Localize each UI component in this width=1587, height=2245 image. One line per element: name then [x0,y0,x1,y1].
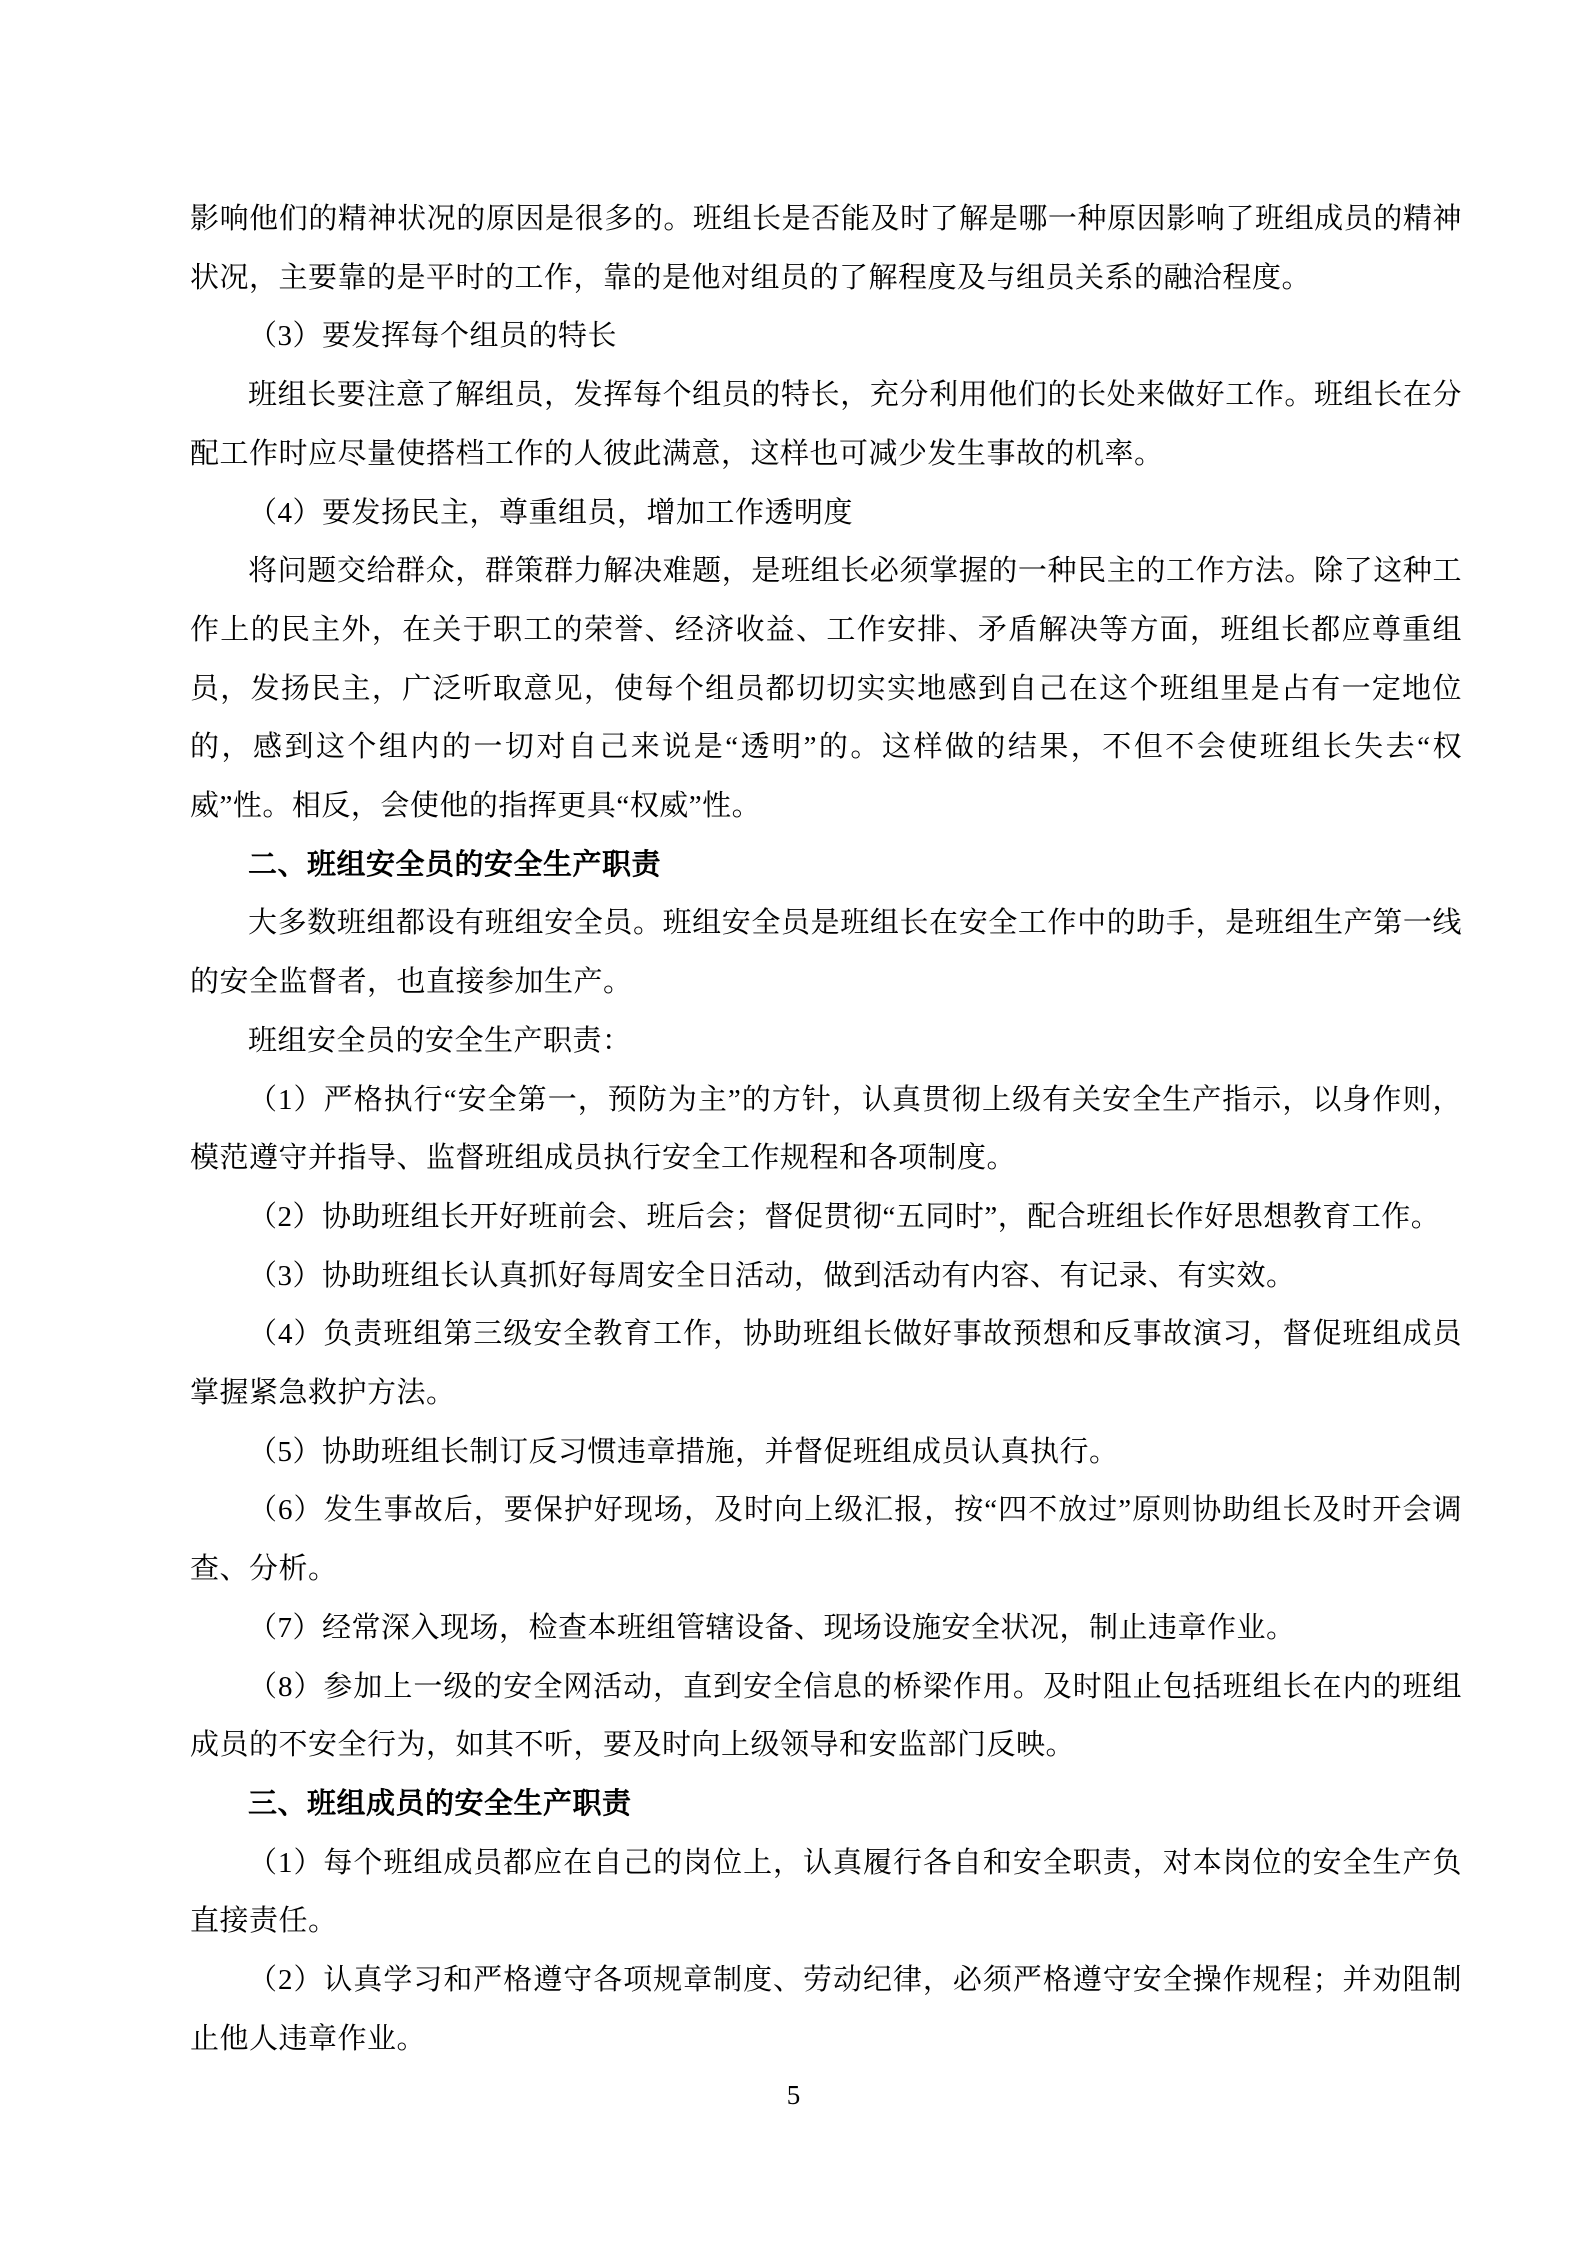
paragraph: 影响他们的精神状况的原因是很多的。班组长是否能及时了解是哪一种原因影响了班组成员的精神状况，主要靠的是平时的工作，靠的是他对组员的了解程度及与组员关系的融洽程度。 [190,203,1462,294]
paragraph: （1）每个班组成员都应在自己的岗位上，认真履行各自和安全职责，对本岗位的安全生产负直接责任。 [190,1846,1462,1938]
paragraph: （6）发生事故后，要保护好现场，及时向上级汇报，按“四不放过”原则协助组长及时开会调查、分析。 [190,1494,1462,1586]
page-number: 5 [786,2080,801,2110]
section-heading: 二、班组安全员的安全生产职责 [248,848,662,881]
paragraph: （8）参加上一级的安全网活动，直到安全信息的桥梁作用。及时阻止包括班组长在内的班组成员的不安全行为，如其不听，要及时向上级领导和安监部门反映。 [190,1670,1462,1762]
paragraph: （5）协助班组长制订反习惯违章措施，并督促班组成员认真执行。 [248,1435,1119,1468]
paragraph: （3）协助班组长认真抓好每周安全日活动，做到活动有内容、有记录、有实效。 [248,1259,1296,1292]
paragraph: 将问题交给群众，群策群力解决难题，是班组长必须掌握的一种民主的工作方法。除了这种工作上的民主外，在关于职工的荣誉、经济收益、工作安排、矛盾解决等方面，班组长都应尊重组员，发扬民主，广泛听取意见，使每个组员都切切实实地感到自己在这个班组里是占有一定地位的，感到这个组内的一切对自己来说是“透明”的。这样做的结果，不但不会使班组长失去“权威”性。相反，会使他的指挥更具“权威”性。 [190,555,1462,823]
paragraph: （4）负责班组第三级安全教育工作，协助班组长做好事故预想和反事故演习，督促班组成员掌握紧急救护方法。 [190,1318,1462,1410]
paragraph: （3）要发挥每个组员的特长 [248,320,618,353]
paragraph: 班组安全员的安全生产职责： [248,1024,632,1057]
paragraph: 大多数班组都设有班组安全员。班组安全员是班组长在安全工作中的助手，是班组生产第一线的安全监督者，也直接参加生产。 [190,907,1462,999]
paragraph: （7）经常深入现场，检查本班组管辖设备、现场设施安全状况，制止违章作业。 [248,1611,1296,1644]
paragraph: （2）协助班组长开好班前会、班后会；督促贯彻“五同时”，配合班组长作好思想教育工作。 [248,1200,1441,1233]
paragraph: 班组长要注意了解组员，发挥每个组员的特长，充分利用他们的长处来做好工作。班组长在分配工作时应尽量使搭档工作的人彼此满意，这样也可减少发生事故的机率。 [190,379,1462,470]
paragraph: （2）认真学习和严格遵守各项规章制度、劳动纪律，必须严格遵守安全操作规程；并劝阻制止他人违章作业。 [190,1964,1462,2055]
paragraph: （4）要发扬民主，尊重组员，增加工作透明度 [248,496,854,529]
paragraph: （1）严格执行“安全第一，预防为主”的方针，认真贯彻上级有关安全生产指示，以身作则，模范遵守并指导、监督班组成员执行安全工作规程和各项制度。 [190,1083,1462,1175]
document-body [190,190,1462,2069]
section-heading: 三、班组成员的安全生产职责 [248,1787,632,1820]
